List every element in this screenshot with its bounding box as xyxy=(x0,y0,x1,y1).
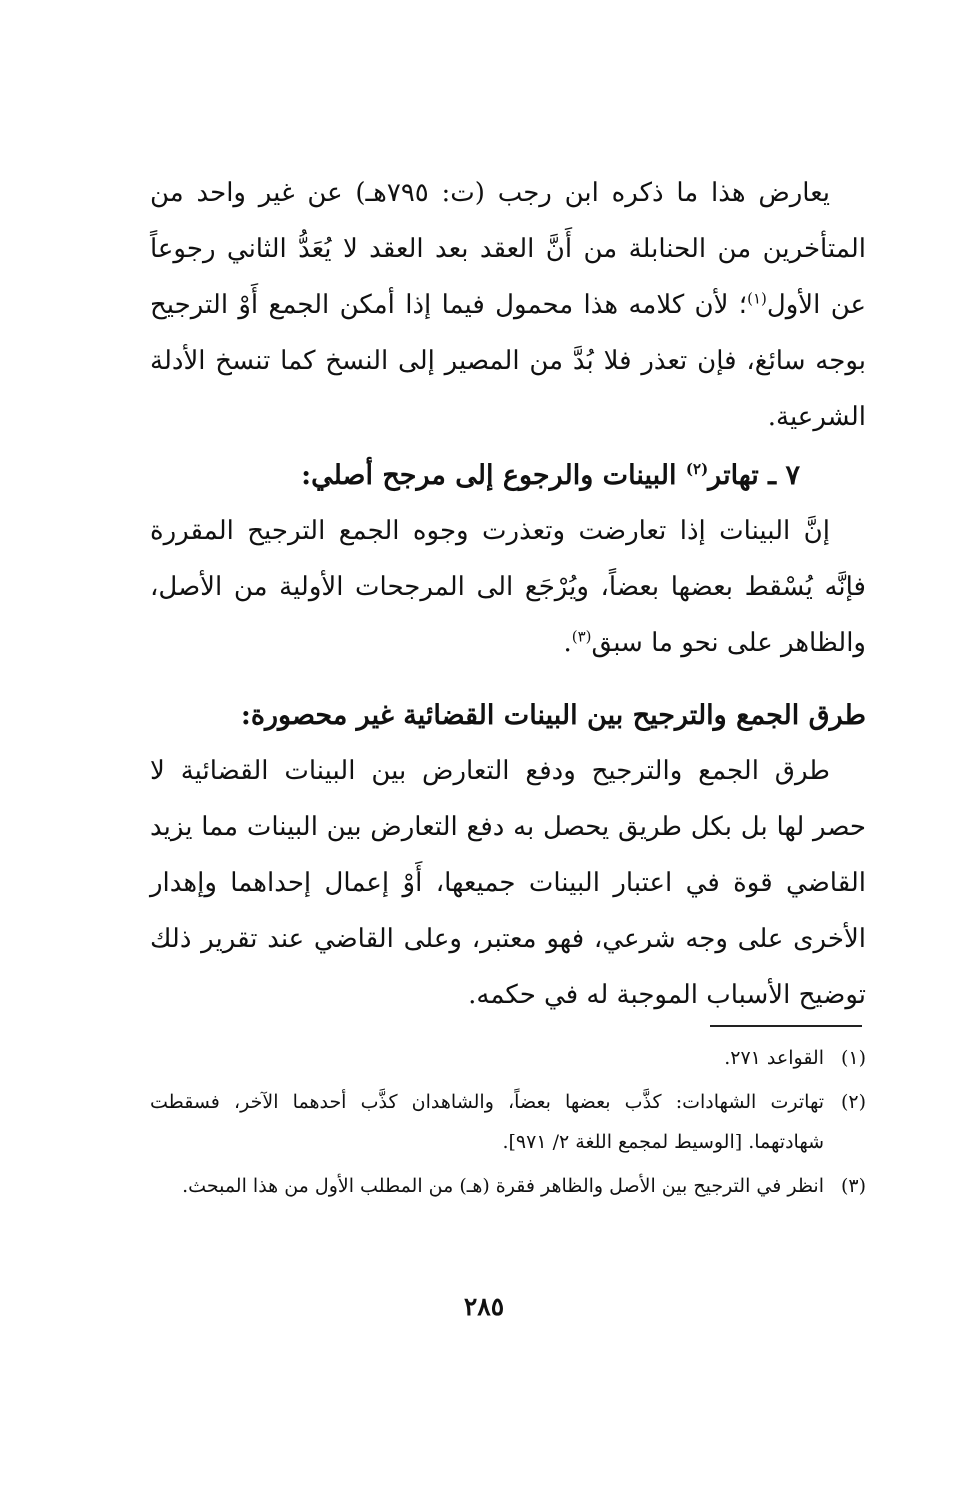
footnote-text: انظر في الترجيح بين الأصل والظاهر فقرة (هـ) من المطلب الأول من هذا المبحث. xyxy=(182,1175,824,1197)
footnote-number: (٣) xyxy=(840,1175,866,1197)
footnote-3 xyxy=(150,1166,866,1206)
footnote-ref-1[interactable]: (١) xyxy=(747,289,767,308)
section-heading-7-title: البينات والرجوع إلى مرجح أصلي: xyxy=(301,460,686,491)
section-heading-7-prefix: ٧ ـ تهاتر xyxy=(708,460,800,491)
footnote-2 xyxy=(150,1082,866,1162)
paragraph-2-end: . xyxy=(563,628,572,658)
footnote-text: القواعد ٢٧١. xyxy=(724,1047,824,1069)
footnote-text: تهاترت الشهادات: كذَّب بعضها بعضاً، والشاهدان كذَّب أحدهما الآخر، فسقطت شهادتهما. [الوسيط لمجمع اللغة ٢/ ٩٧١]. xyxy=(150,1091,824,1153)
footnotes xyxy=(150,1038,866,1210)
footnote-number: (٢) xyxy=(840,1091,866,1113)
paragraph-1 xyxy=(150,165,866,445)
footnote-ref-2[interactable]: (٢) xyxy=(685,460,709,478)
paragraph-1-text: يعارض هذا ما ذكره ابن رجب (ت: ٧٩٥هـ) عن غير واحد من المتأخرين من الحنابلة من أَنَّ العقد بعد العقد لا يُعَدُّ الثاني رجوعاً عن الأول xyxy=(150,178,866,320)
paragraph-1-continuation: ؛ لأن كلامه هذا محمول فيما إذا أمكن الجمع أَوْ الترجيح بوجه سائغ، فإن تعذر فلا بُدَّ من المصير إلى النسخ كما تنسخ الأدلة الشرعية. xyxy=(150,290,866,432)
paragraph-2-text: إنَّ البينات إذا تعارضت وتعذرت وجوه الجمع الترجيح المقررة فإنَّه يُسْقط بعضها بعضاً، ويُرْجَع الى المرجحات الأولية من الأصل، والظاهر على نحو ما سبق xyxy=(150,516,866,658)
paragraph-2 xyxy=(150,503,866,671)
section-heading-7 xyxy=(150,449,866,503)
paragraph-3: طرق الجمع والترجيح ودفع التعارض بين البينات القضائية لا حصر لها بل بكل طريق يحصل به دفع التعارض بين البينات مما يزيد القاضي قوة في اعتبار البينات جميعها، أَوْ إعمال إحداهما وإهدار الأخرى على وجه شرعي، فهو معتبر، وعلى القاضي عند تقرير ذلك توضيح الأسباب الموجبة له في حكمه. xyxy=(150,756,866,1010)
page-body xyxy=(150,165,866,1023)
footnote-number: (١) xyxy=(840,1047,866,1069)
footnote-1 xyxy=(150,1038,866,1078)
footnote-ref-3[interactable]: (٣) xyxy=(571,627,592,646)
page-number: ٢٨٥ xyxy=(463,1292,505,1321)
footnote-separator xyxy=(710,1025,862,1027)
section-heading-methods: طرق الجمع والترجيح بين البينات القضائية غير محصورة: xyxy=(240,700,866,731)
